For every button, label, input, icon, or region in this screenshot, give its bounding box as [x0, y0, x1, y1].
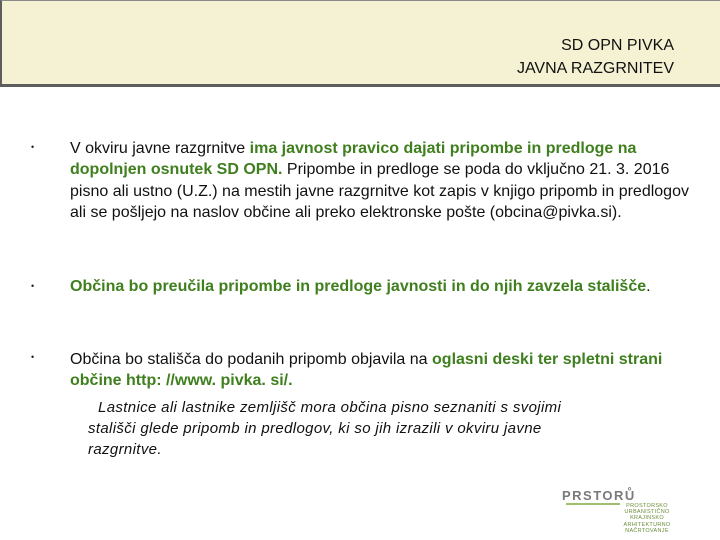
- paragraph-text: Občina bo stališča do podanih pripomb objavila na: [70, 351, 433, 368]
- highlighted-text: ima javnost pravico dajati pripombe in predloge na dopolnjen osnutek SD OPN.: [70, 140, 637, 179]
- bullet-paragraph-publication: [70, 349, 690, 392]
- logo-caption-line: KRAJINSKO: [630, 515, 664, 522]
- bullet-marker: •: [31, 281, 35, 291]
- note-line: Lastnice ali lastnike zemljišč mora občina pisno seznaniti s svojimi: [98, 399, 562, 416]
- paragraph-text: Pripombe in predloge se poda do vključno 21. 3. 2016 pisno ali ustno (U.Z.) na mestih javne razgrnitve kot zapis v knjigo pripomb in predlogov ali se pošljejo na naslov občine ali preko elektronske pošte (obcina@pivka.si).: [70, 161, 689, 221]
- logo-caption-line: URBANISTIČNO: [624, 509, 670, 516]
- prostorski-logo-icon: [562, 486, 680, 536]
- logo-wordmark: PRSTORŮ: [562, 488, 636, 503]
- highlighted-text: Občina bo preučila pripombe in predloge javnosti in do njih zavzela stališče: [70, 278, 647, 295]
- logo-bar: [566, 503, 620, 505]
- paragraph-text: V okviru javne razgrnitve: [70, 140, 250, 157]
- bullet-marker: •: [31, 142, 35, 152]
- note-line: stališči glede pripomb in predlogov, ki so jih izrazili v okviru javne: [88, 420, 542, 437]
- highlighted-text: oglasni deski ter spletni strani občine http: //www. pivka. si/.: [70, 351, 663, 390]
- slide-subtitle: JAVNA RAZGRNITEV: [516, 60, 674, 77]
- italic-note: [88, 397, 668, 460]
- bullet-paragraph-review: [70, 276, 690, 297]
- slide-header: [0, 0, 720, 87]
- paragraph-text: .: [646, 278, 651, 295]
- logo-caption: [614, 503, 680, 534]
- slide-title: SD OPN PIVKA: [561, 37, 674, 54]
- note-line: razgrnitve.: [88, 441, 162, 458]
- logo-caption-line: NAČRTOVANJE: [625, 527, 669, 534]
- logo-caption-line: ARHITEKTURNO: [623, 521, 671, 528]
- bullet-marker: •: [31, 352, 35, 362]
- logo-caption-line: PROSTORSKO: [626, 503, 668, 509]
- bullet-paragraph-comments: [70, 138, 690, 223]
